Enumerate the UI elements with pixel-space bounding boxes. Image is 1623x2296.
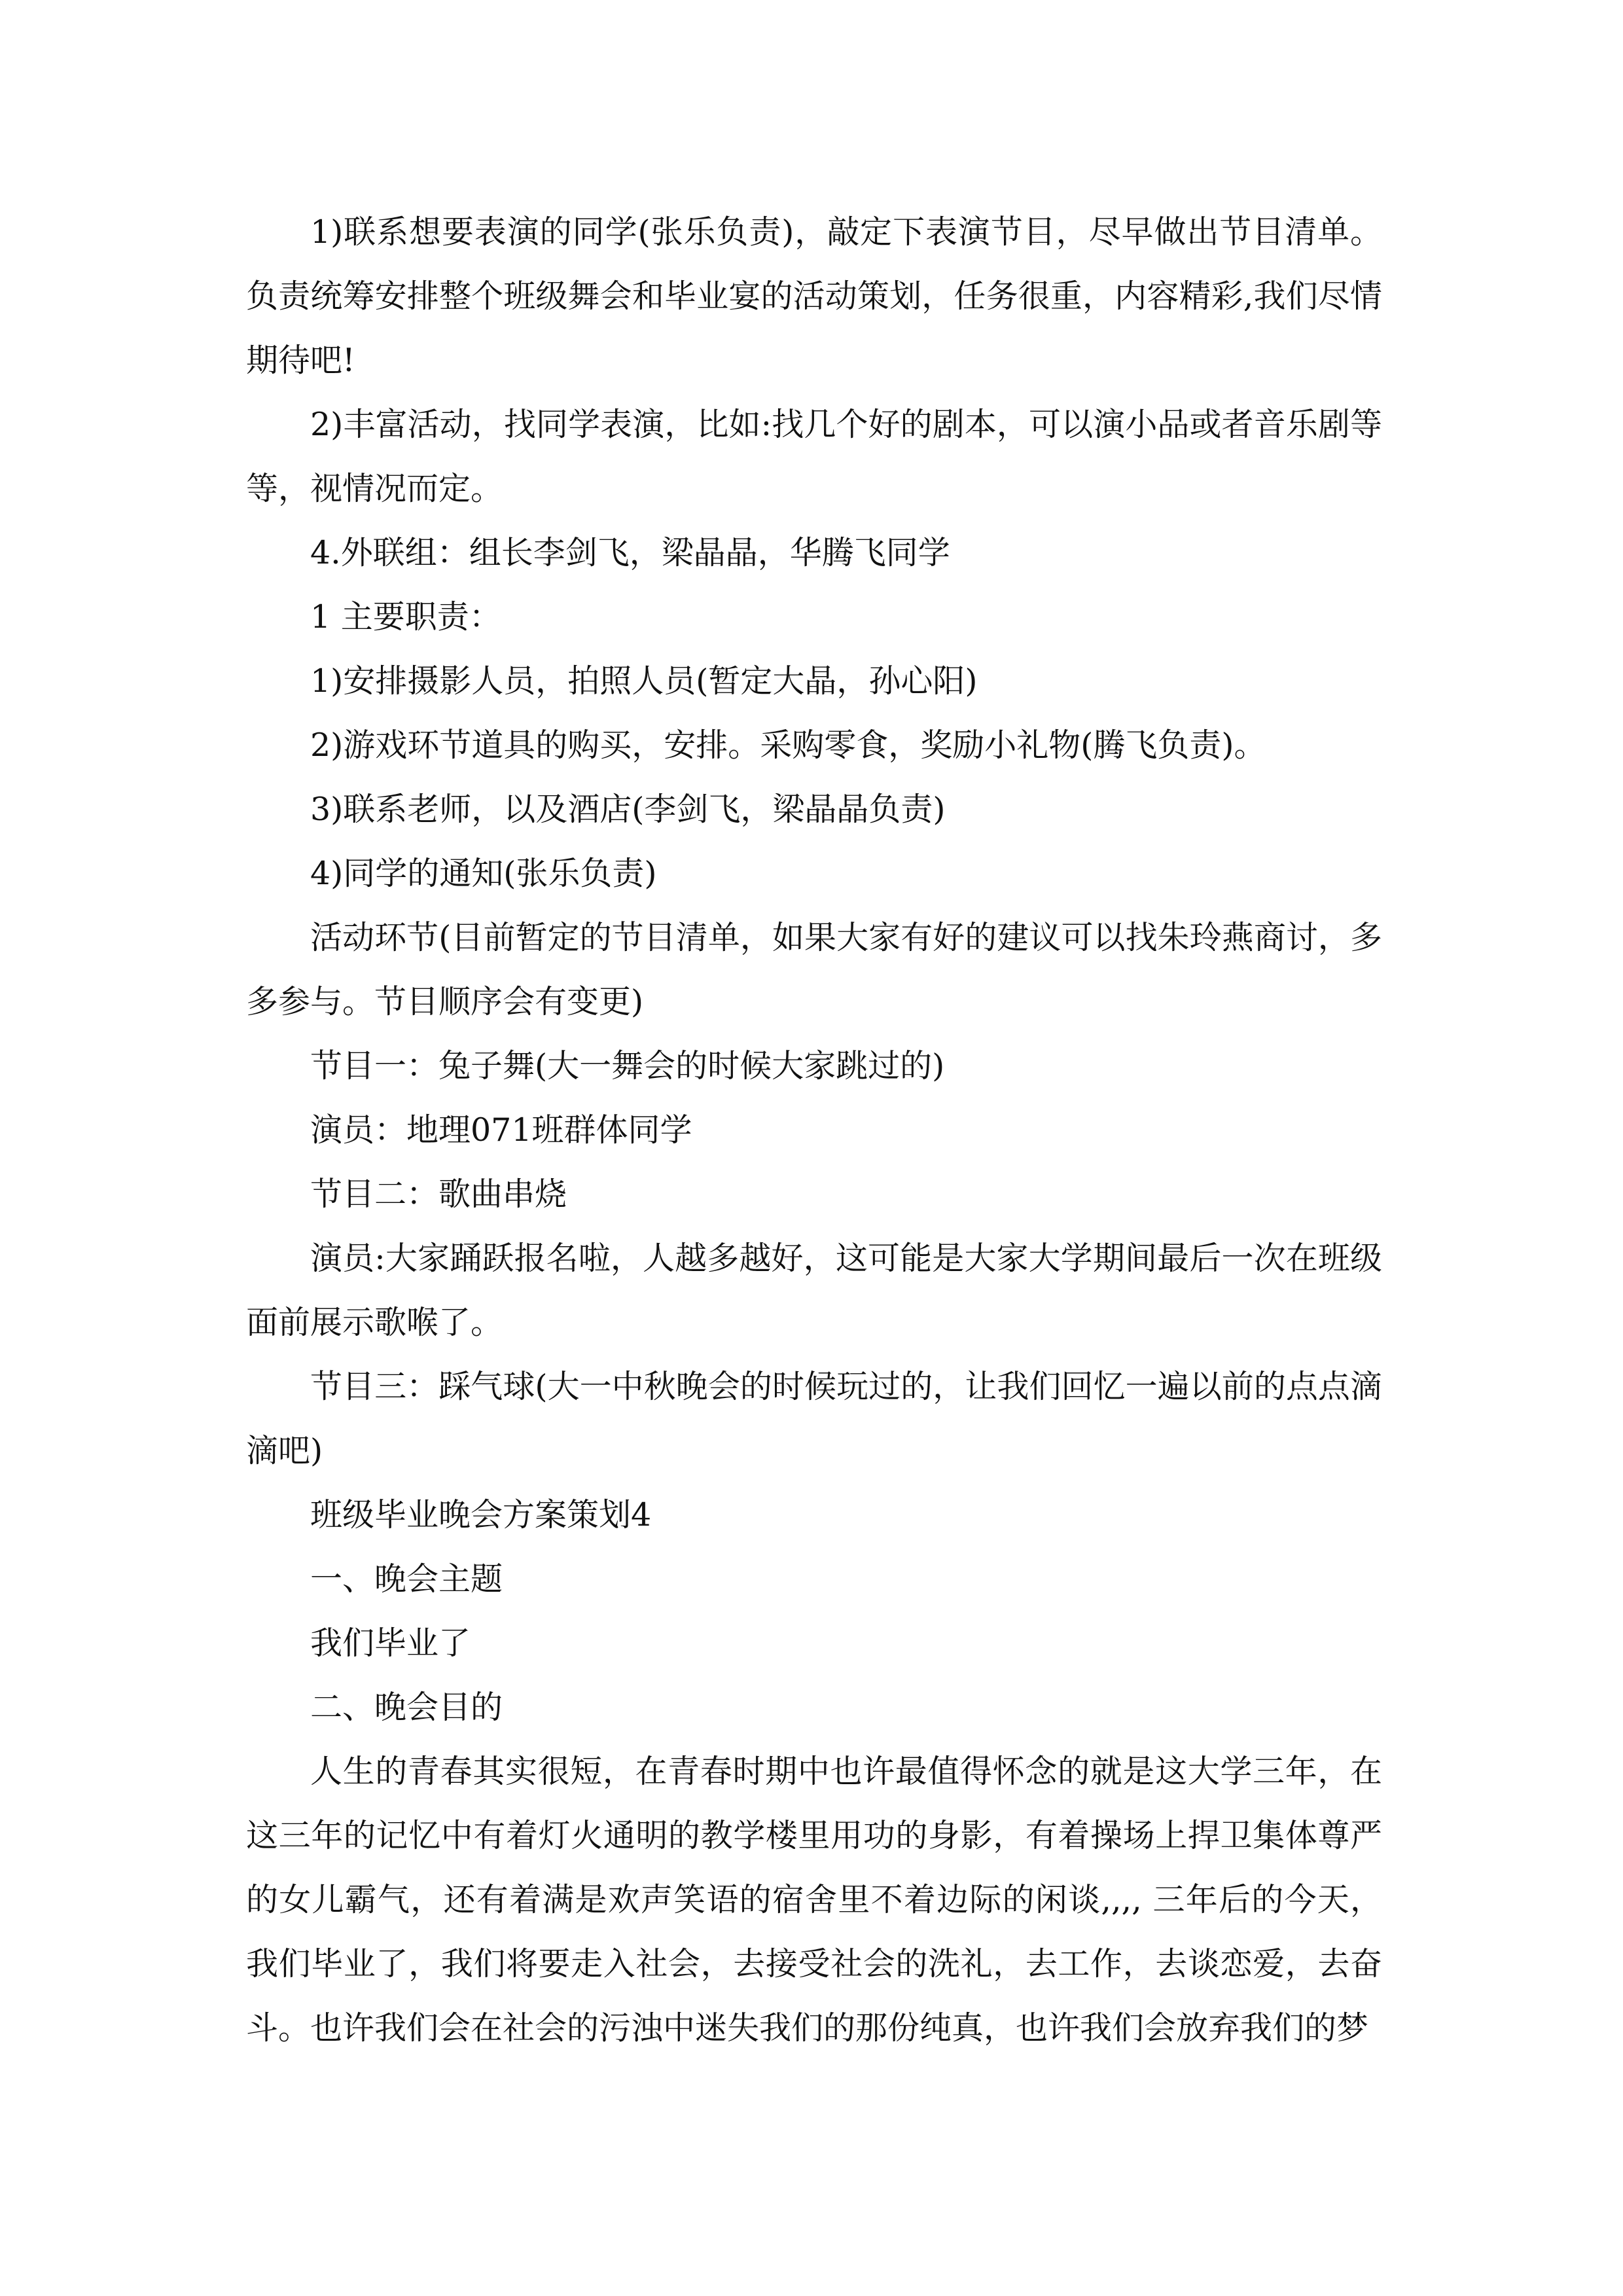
paragraph-duty-photography: 1)安排摄影人员，拍照人员(暂定大晶，孙心阳) — [310, 662, 978, 700]
heading-party-theme: 一、晚会主题 — [310, 1560, 503, 1598]
paragraph-theme-text: 我们毕业了 — [310, 1624, 471, 1662]
paragraph-activity-segments: 活动环节(目前暂定的节目清单，如果大家有好的建议可以找朱玲燕商讨，多多参与。节目顺序会有变更) — [246, 919, 1382, 1020]
paragraph-duty-props: 2)游戏环节道具的购买，安排。采购零食，奖励小礼物(腾飞负责)。 — [310, 726, 1266, 764]
paragraph-duty-notification: 4)同学的通知(张乐负责) — [310, 855, 657, 892]
paragraph-performers-contact: 1)联系想要表演的同学(张乐负责)，敲定下表演节目，尽早做出节目清单。负责统筹安排整个班级舞会和毕业宴的活动策划，任务很重，内容精彩,我们尽情期待吧! — [246, 213, 1382, 379]
paragraph-program-one-performers: 演员：地理071班群体同学 — [310, 1111, 692, 1149]
paragraph-purpose-text: 人生的青春其实很短，在青春时期中也许最值得怀念的就是这大学三年，在这三年的记忆中有着灯火通明的教学楼里用功的身影，有着操场上捍卫集体尊严的女儿霸气，还有着满是欢声笑语的宿舍里不着边际的闲谈,,,, 三年后的今天，我们毕业了，我们将要走入社会，去接受社会的洗礼，去工作，去谈恋爱，去奋斗。也许我们会在社会的污浊中迷失我们的那份纯真，也许我们会放弃我们的梦 — [246, 1753, 1382, 2047]
paragraph-duty-teachers-hotel: 3)联系老师，以及酒店(李剑飞，梁晶晶负责) — [310, 791, 946, 828]
paragraph-program-two-performers: 演员:大家踊跃报名啦，人越多越好，这可能是大家大学期间最后一次在班级面前展示歌喉了。 — [246, 1240, 1382, 1341]
heading-party-purpose: 二、晚会目的 — [310, 1689, 503, 1726]
section-title: 班级毕业晚会方案策划4 — [310, 1496, 652, 1534]
paragraph-program-two: 节目二：歌曲串烧 — [310, 1175, 567, 1213]
paragraph-main-duties-heading: 1 主要职责： — [310, 598, 501, 636]
paragraph-program-three: 节目三：踩气球(大一中秋晚会的时候玩过的，让我们回忆一遍以前的点点滴滴吧) — [246, 1368, 1382, 1469]
document-body — [246, 200, 1382, 2060]
paragraph-program-one: 节目一：兔子舞(大一舞会的时候大家跳过的) — [310, 1047, 945, 1085]
paragraph-enrich-activities: 2)丰富活动，找同学表演，比如:找几个好的剧本，可以演小品或者音乐剧等等，视情况而定。 — [246, 406, 1382, 507]
paragraph-liaison-group: 4.外联组：组长李剑飞，梁晶晶，华腾飞同学 — [310, 534, 950, 571]
